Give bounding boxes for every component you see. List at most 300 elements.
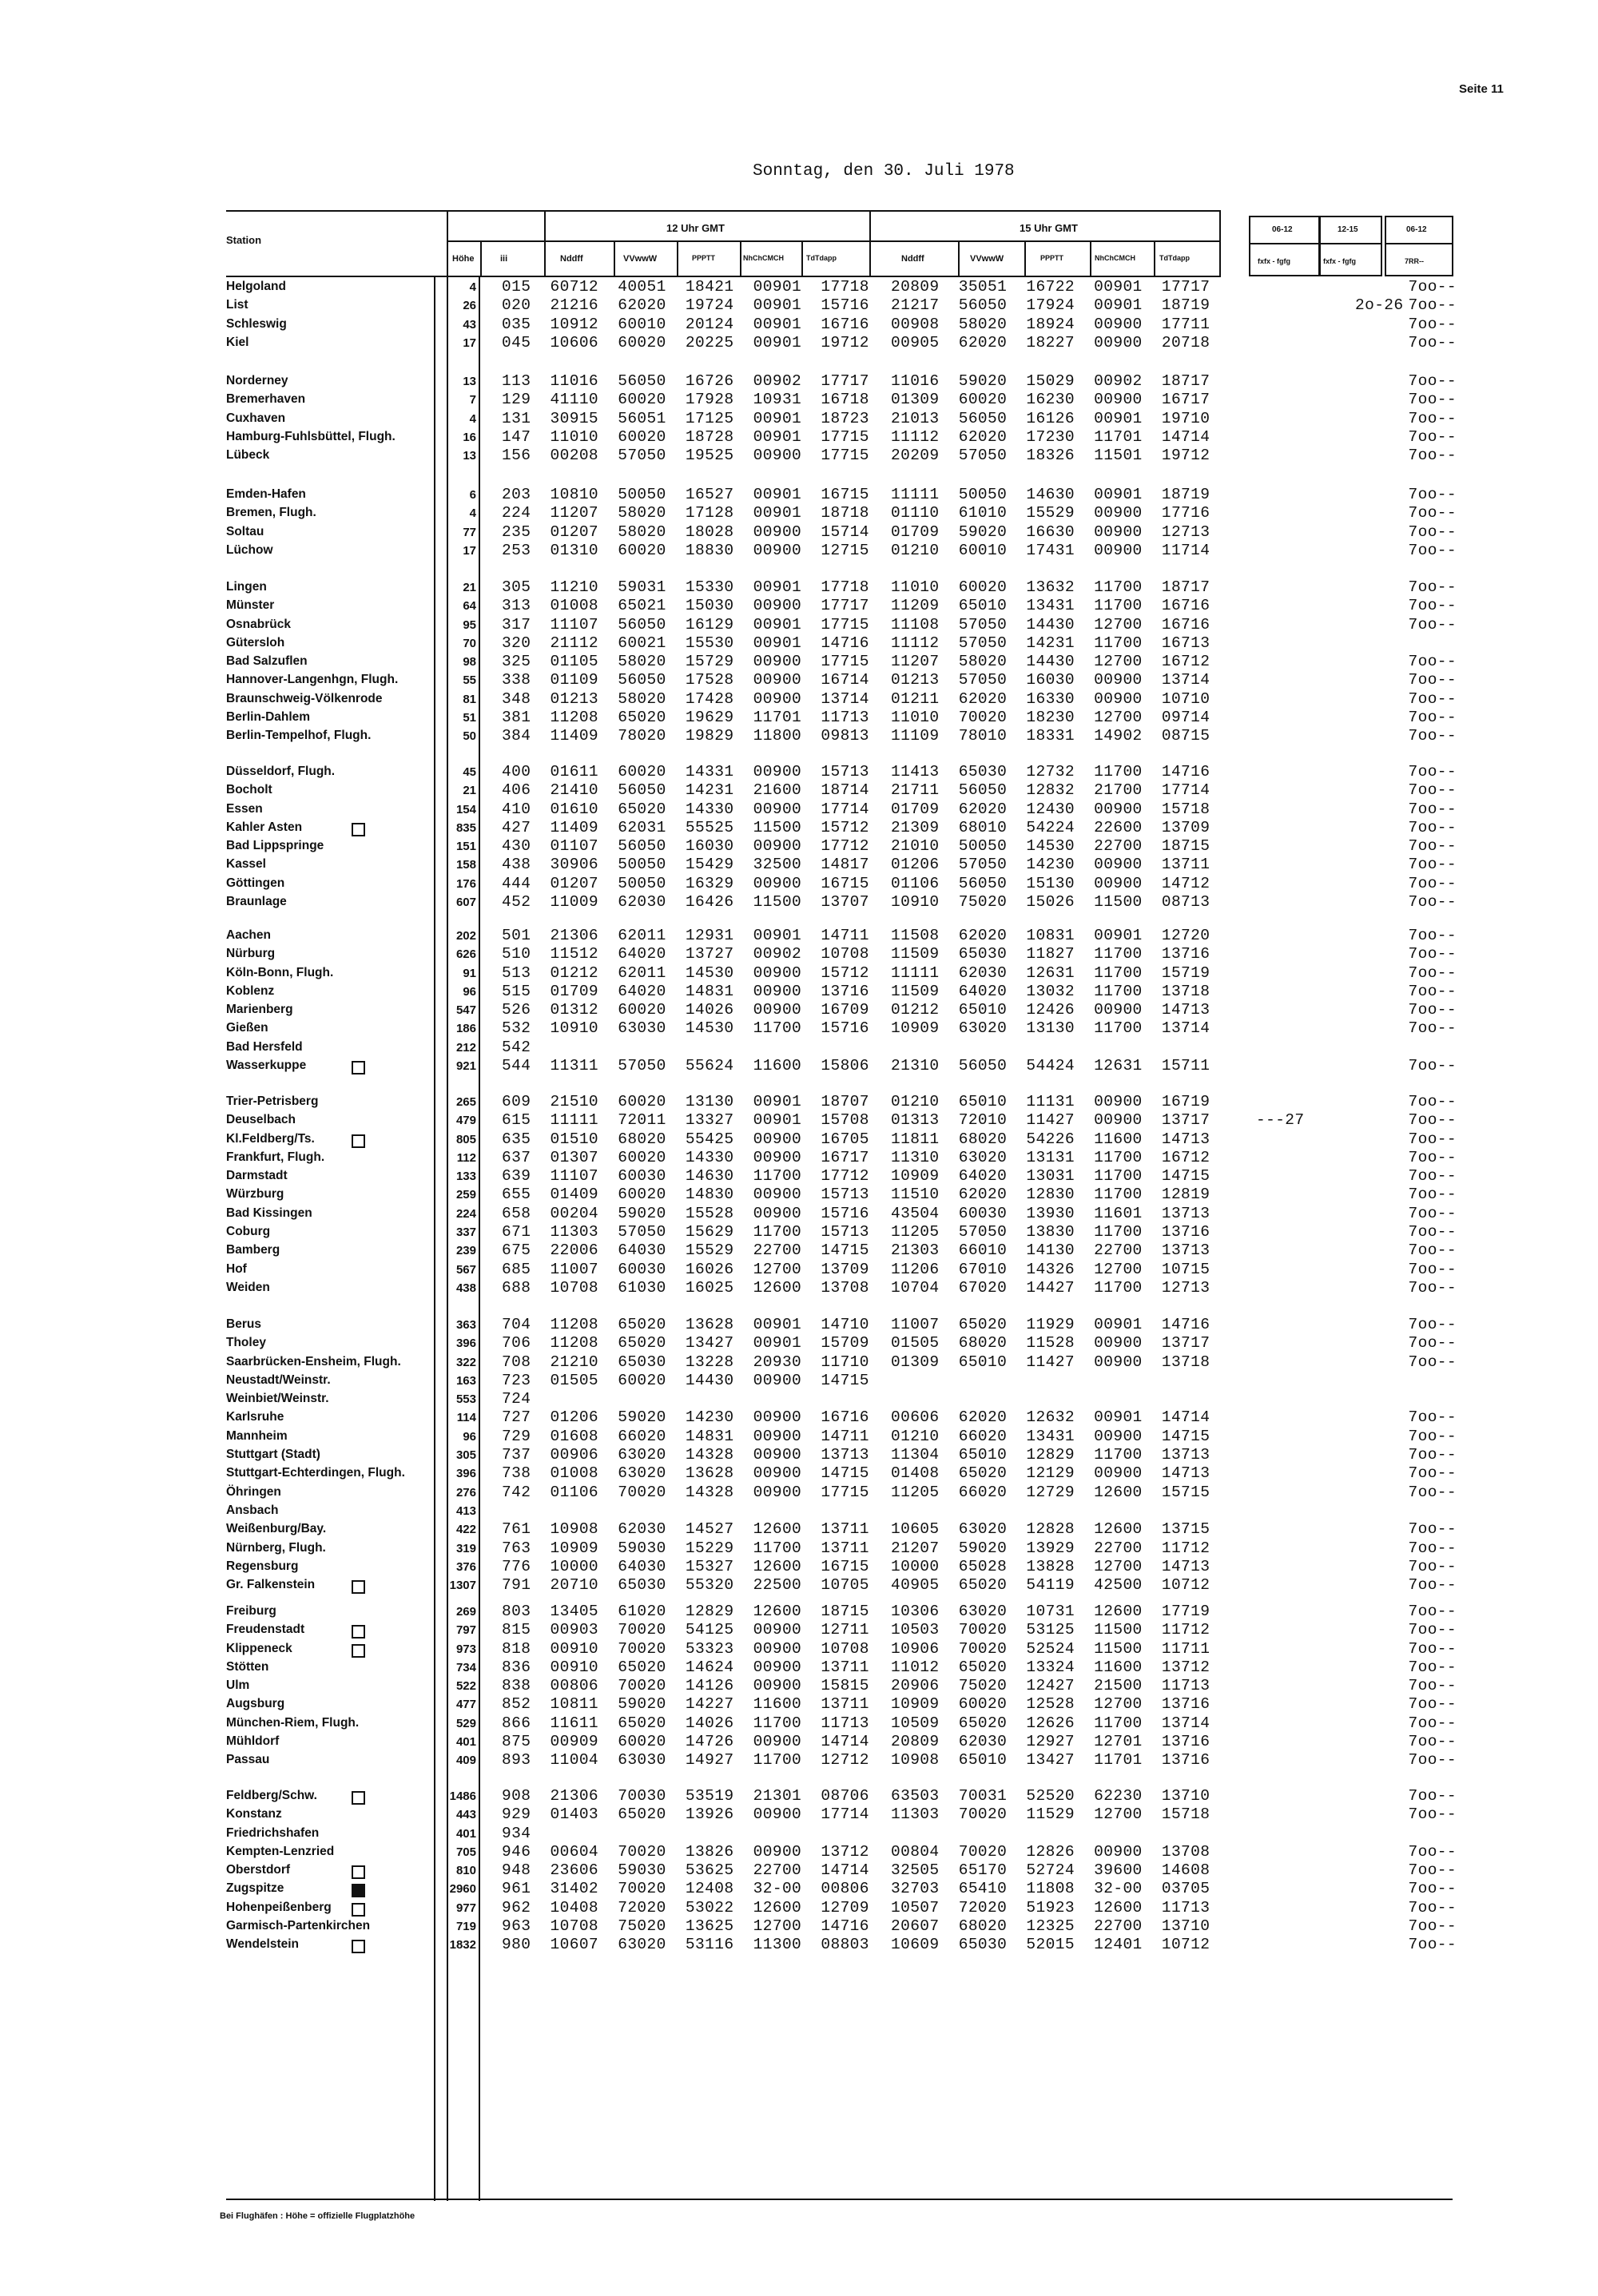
station-name: Soltau (226, 524, 264, 538)
precip-06-12: 7oo-- (1408, 837, 1457, 856)
precip-06-12: 7oo-- (1408, 1019, 1457, 1038)
station-height: 409 (455, 1754, 476, 1768)
station-height: 797 (455, 1623, 476, 1638)
precip-06-12: 7oo-- (1408, 1353, 1457, 1371)
station-name: Darmstadt (226, 1169, 288, 1183)
station-name: Weißenburg/Bay. (226, 1522, 327, 1536)
station-height: 17 (463, 336, 476, 350)
gust-06-12: ---27 (1256, 1111, 1305, 1130)
station-name: Stuttgart-Echterdingen, Flugh. (226, 1466, 405, 1480)
precip-06-12: 7oo-- (1408, 1111, 1457, 1130)
gust-12-15: 2o-26 (1355, 296, 1404, 315)
observation-12-gmt: 742 01106 70020 14328 00900 17715 (502, 1483, 869, 1501)
table-row (0, 523, 1598, 542)
station-height: 13 (463, 449, 476, 463)
station-height: 50 (463, 729, 476, 744)
observation-12-gmt: 708 21210 65030 13228 20930 11710 (502, 1353, 869, 1371)
table-row (0, 727, 1598, 745)
station-height: 479 (455, 1114, 476, 1128)
observation-15-gmt: 11109 78010 18331 14902 08715 (891, 727, 1210, 745)
station-height: 212 (455, 1040, 476, 1055)
station-height: 4 (469, 506, 476, 521)
table-row (0, 1428, 1598, 1446)
header-15-col-4: NhChCMCH (1095, 254, 1135, 262)
table-row (0, 1576, 1598, 1595)
observation-15-gmt: 11510 62020 12830 11700 12819 (891, 1186, 1210, 1204)
station-name: Norderney (226, 374, 288, 387)
table-row (0, 1899, 1598, 1917)
observation-12-gmt: 406 21410 56050 14231 21600 18714 (502, 781, 869, 800)
observation-15-gmt: 63503 70031 52520 62230 13710 (891, 1787, 1210, 1805)
table-row (0, 1205, 1598, 1223)
station-name: Kahler Asten (226, 820, 303, 834)
station-group (0, 1316, 1598, 1595)
precip-06-12: 7oo-- (1408, 486, 1457, 503)
observation-12-gmt: 410 01610 65020 14330 00900 17714 (502, 800, 869, 818)
table-row (0, 1751, 1598, 1770)
observation-15-gmt: 32505 65170 52724 39600 14608 (891, 1861, 1210, 1880)
station-name: Saarbrücken-Ensheim, Flugh. (226, 1354, 401, 1368)
header-15-col-2: VVwwW (970, 254, 1004, 264)
table-row (0, 1621, 1598, 1639)
observation-12-gmt: 639 11107 60030 14630 11700 17712 (502, 1167, 869, 1186)
precip-06-12: 7oo-- (1408, 1316, 1457, 1333)
observation-15-gmt: 10909 64020 13031 11700 14715 (891, 1167, 1210, 1186)
table-row (0, 1372, 1598, 1390)
table-row (0, 1805, 1598, 1824)
precip-06-12: 7oo-- (1408, 763, 1457, 781)
station-height: 319 (455, 1541, 476, 1555)
precip-06-12: 7oo-- (1408, 391, 1457, 409)
table-row (0, 1408, 1598, 1427)
observation-12-gmt: 671 11303 57050 15629 11700 15713 (502, 1223, 869, 1241)
station-height: 835 (455, 820, 476, 835)
station-height: 186 (455, 1022, 476, 1036)
table-row (0, 893, 1598, 912)
observation-15-gmt: 01408 65020 12129 00900 14713 (891, 1464, 1210, 1483)
observation-15-gmt: 11010 70020 18230 12700 09714 (891, 709, 1210, 727)
header-extra-1-top: 06-12 (1272, 225, 1293, 234)
station-name: Kassel (226, 857, 266, 872)
table-row (0, 671, 1598, 689)
table-row (0, 1520, 1598, 1539)
station-group (0, 578, 1598, 746)
precip-06-12: 7oo-- (1408, 1464, 1457, 1483)
precip-06-12: 7oo-- (1408, 1880, 1457, 1898)
observation-12-gmt: 113 11016 56050 16726 00902 17717 (502, 372, 869, 390)
observation-12-gmt: 203 10810 50050 16527 00901 16715 (502, 486, 869, 503)
precip-06-12: 7oo-- (1408, 333, 1457, 352)
observation-15-gmt: 10704 67020 14427 11700 12713 (891, 1278, 1210, 1297)
precip-06-12: 7oo-- (1408, 1733, 1457, 1751)
observation-15-gmt: 11111 62030 12631 11700 15719 (891, 963, 1210, 982)
station-height: 265 (455, 1095, 476, 1109)
observation-12-gmt: 962 10408 72020 53022 12600 12709 (502, 1898, 869, 1917)
observation-12-gmt: 615 11111 72011 13327 00901 15708 (502, 1111, 869, 1130)
station-name: Würzburg (226, 1187, 284, 1202)
station-height: 810 (455, 1864, 476, 1878)
observation-15-gmt: 21217 56050 17924 00901 18719 (891, 296, 1210, 315)
station-name: Feldberg/Schw. (226, 1789, 317, 1802)
precip-06-12: 7oo-- (1408, 689, 1457, 708)
header-hoehe: Höhe (452, 254, 475, 264)
station-height: 396 (455, 1337, 476, 1351)
table-row (0, 1936, 1598, 1954)
observation-15-gmt: 10306 63020 10731 12600 17719 (891, 1603, 1210, 1620)
table-row (0, 709, 1598, 727)
station-name: Nürburg (226, 947, 276, 961)
station-name: Ulm (226, 1678, 250, 1693)
station-name: Mühldorf (226, 1734, 280, 1749)
station-name: List (226, 298, 248, 312)
table-row (0, 964, 1598, 983)
station-height: 477 (455, 1698, 476, 1712)
table-row (0, 690, 1598, 709)
station-name: Deuselbach (226, 1113, 296, 1127)
table-row (0, 1714, 1598, 1733)
precip-06-12: 7oo-- (1408, 1186, 1457, 1204)
observation-15-gmt: 11509 64020 13032 11700 13718 (891, 982, 1210, 1000)
station-name: Freiburg (226, 1604, 276, 1618)
observation-15-gmt: 10910 75020 15026 11500 08713 (891, 893, 1210, 912)
observation-15-gmt: 10906 70020 52524 11500 11711 (891, 1639, 1210, 1658)
open-square-icon (352, 1644, 365, 1658)
station-height: 547 (455, 1003, 476, 1018)
station-name: Freudenstadt (226, 1623, 305, 1637)
observation-12-gmt: 235 01207 58020 18028 00900 15714 (502, 522, 869, 541)
station-height: 158 (455, 858, 476, 872)
observation-12-gmt: 035 10912 60010 20124 00901 16716 (502, 315, 869, 333)
precip-06-12: 7oo-- (1408, 963, 1457, 982)
observation-15-gmt: 10507 72020 51923 12600 11713 (891, 1898, 1210, 1917)
observation-12-gmt: 737 00906 63020 14328 00900 13713 (502, 1446, 869, 1464)
precip-06-12: 7oo-- (1408, 818, 1457, 836)
observation-15-gmt: 01106 56050 15130 00900 14712 (891, 874, 1210, 892)
station-name: Aachen (226, 928, 271, 942)
observation-12-gmt: 655 01409 60020 14830 00900 15713 (502, 1186, 869, 1204)
page-number: Seite 11 (1459, 82, 1504, 96)
station-height: 438 (455, 1281, 476, 1295)
station-group (0, 927, 1598, 1075)
precip-06-12: 7oo-- (1408, 1695, 1457, 1714)
station-height: 81 (463, 692, 476, 706)
station-height: 43 (463, 317, 476, 332)
table-row (0, 1558, 1598, 1576)
observation-15-gmt: 01309 65010 11427 00900 13718 (891, 1353, 1210, 1371)
observation-15-gmt: 10909 60020 12528 12700 13716 (891, 1695, 1210, 1714)
table-row (0, 1019, 1598, 1038)
observation-15-gmt: 11010 60020 13632 11700 18717 (891, 578, 1210, 596)
table-row (0, 1353, 1598, 1372)
table-row (0, 1149, 1598, 1167)
observation-12-gmt: 513 01212 62011 14530 00900 15712 (502, 963, 869, 982)
station-height: 626 (455, 947, 476, 962)
observation-12-gmt: 934 (502, 1824, 531, 1842)
observation-15-gmt: 11303 70020 11529 12700 15718 (891, 1805, 1210, 1824)
observation-15-gmt: 01313 72010 11427 00900 13717 (891, 1111, 1210, 1130)
station-height: 96 (463, 984, 476, 999)
open-square-icon (352, 1940, 365, 1953)
precip-06-12: 7oo-- (1408, 1842, 1457, 1861)
station-height: 973 (455, 1642, 476, 1656)
station-height: 96 (463, 1429, 476, 1444)
station-height: 1307 (449, 1579, 476, 1593)
observation-15-gmt: 10609 65030 52015 12401 10712 (891, 1936, 1210, 1954)
header-station: Station (226, 234, 262, 246)
open-square-icon (352, 1791, 365, 1805)
table-row (0, 1861, 1598, 1880)
station-height: 202 (455, 929, 476, 943)
observation-12-gmt: 452 11009 62030 16426 11500 13707 (502, 893, 869, 912)
station-height: 239 (455, 1244, 476, 1258)
station-name: Frankfurt, Flugh. (226, 1150, 325, 1164)
table-row (0, 1917, 1598, 1936)
observation-15-gmt: 01206 57050 14230 00900 13711 (891, 856, 1210, 874)
station-name: Emden-Hafen (226, 487, 306, 501)
observation-15-gmt: 11108 57050 14430 12700 16716 (891, 615, 1210, 634)
station-height: 401 (455, 1826, 476, 1841)
precip-06-12: 7oo-- (1408, 1603, 1457, 1620)
observation-15-gmt: 01309 60020 16230 00900 16717 (891, 391, 1210, 409)
station-height: 529 (455, 1716, 476, 1730)
station-group (0, 1603, 1598, 1770)
table-row (0, 763, 1598, 781)
observation-15-gmt: 10000 65028 13828 12700 14713 (891, 1557, 1210, 1575)
table-row (0, 1603, 1598, 1621)
precip-06-12: 7oo-- (1408, 278, 1457, 296)
observation-15-gmt: 01709 62020 12430 00900 15718 (891, 800, 1210, 818)
observation-15-gmt: 01210 65010 11131 00900 16719 (891, 1093, 1210, 1110)
observation-12-gmt: 427 11409 62031 55525 11500 15712 (502, 818, 869, 836)
observation-12-gmt: 532 10910 63030 14530 11700 15716 (502, 1019, 869, 1038)
observation-15-gmt: 01211 62020 16330 00900 10710 (891, 689, 1210, 708)
station-name: Weiden (226, 1280, 270, 1294)
observation-15-gmt: 01210 60010 17431 00900 11714 (891, 541, 1210, 559)
observation-12-gmt: 675 22006 64030 15529 22700 14715 (502, 1241, 869, 1260)
observation-12-gmt: 313 01008 65021 15030 00900 17717 (502, 597, 869, 615)
table-row (0, 800, 1598, 819)
observation-12-gmt: 400 01611 60020 14331 00900 15713 (502, 763, 869, 781)
observation-15-gmt: 00905 62020 18227 00900 20718 (891, 333, 1210, 352)
station-name: Helgoland (226, 280, 286, 293)
precip-06-12: 7oo-- (1408, 1751, 1457, 1770)
station-name: Göttingen (226, 876, 285, 890)
table-row (0, 578, 1598, 597)
station-height: 7 (469, 393, 476, 407)
station-name: Lüchow (226, 542, 273, 557)
observation-12-gmt: 723 01505 60020 14430 00900 14715 (502, 1371, 869, 1389)
station-name: Oberstdorf (226, 1863, 291, 1877)
station-height: 51 (463, 711, 476, 725)
station-name: Kiel (226, 335, 249, 349)
observation-15-gmt: 10503 70020 53125 11500 11712 (891, 1621, 1210, 1639)
table-row (0, 1539, 1598, 1558)
station-name: Schleswig (226, 316, 287, 331)
footnote: Bei Flughäfen : Höhe = offizielle Flugplatzhöhe (220, 2211, 415, 2221)
precip-06-12: 7oo-- (1408, 1520, 1457, 1539)
table-row (0, 1446, 1598, 1464)
station-name: Braunschweig-Völkenrode (226, 691, 383, 705)
station-name: Öhringen (226, 1484, 281, 1499)
station-name: Karlsruhe (226, 1410, 284, 1424)
station-name: Bad Lippspringe (226, 839, 324, 853)
station-height: 322 (455, 1355, 476, 1369)
observation-12-gmt: 526 01312 60020 14026 00900 16709 (502, 1001, 869, 1019)
table-row (0, 278, 1598, 296)
precip-06-12: 7oo-- (1408, 1427, 1457, 1445)
observation-15-gmt: 11509 65030 11827 11700 13716 (891, 945, 1210, 963)
table-row (0, 1130, 1598, 1149)
precip-06-12: 7oo-- (1408, 671, 1457, 689)
station-name: Düsseldorf, Flugh. (226, 765, 336, 778)
table-row (0, 1658, 1598, 1677)
observation-12-gmt: 791 20710 65030 55320 22500 10705 (502, 1576, 869, 1595)
observation-12-gmt: 320 21112 60021 15530 00901 14716 (502, 634, 869, 652)
precip-06-12: 7oo-- (1408, 1539, 1457, 1557)
header-15-col-5: TdTdapp (1159, 254, 1190, 262)
station-name: Gütersloh (226, 635, 285, 649)
precip-06-12: 7oo-- (1408, 856, 1457, 874)
precip-06-12: 7oo-- (1408, 1001, 1457, 1019)
table-row (0, 653, 1598, 671)
observation-12-gmt: 609 21510 60020 13130 00901 18707 (502, 1093, 869, 1110)
precip-06-12: 7oo-- (1408, 1093, 1457, 1110)
station-group (0, 278, 1598, 352)
observation-12-gmt: 147 11010 60020 18728 00901 17715 (502, 427, 869, 446)
header-extra-2-top: 12-15 (1338, 225, 1358, 234)
observation-12-gmt: 253 01310 60020 18830 00900 12715 (502, 541, 869, 559)
header-12-col-4: NhChCMCH (743, 254, 784, 262)
station-height: 154 (455, 802, 476, 816)
station-name: Kempten-Lenzried (226, 1844, 335, 1858)
observation-12-gmt: 635 01510 68020 55425 00900 16705 (502, 1130, 869, 1148)
table-row (0, 875, 1598, 893)
table-row (0, 781, 1598, 800)
table-row (0, 1880, 1598, 1898)
date-heading: Sonntag, den 30. Juli 1978 (753, 162, 1015, 181)
observation-12-gmt: 866 11611 65020 14026 11700 11713 (502, 1714, 869, 1732)
precip-06-12: 7oo-- (1408, 1408, 1457, 1427)
precip-06-12: 7oo-- (1408, 927, 1457, 944)
precip-06-12: 7oo-- (1408, 372, 1457, 390)
header-iii: iii (500, 254, 508, 264)
station-height: 176 (455, 876, 476, 891)
precip-06-12: 7oo-- (1408, 1278, 1457, 1297)
table-row (0, 616, 1598, 634)
precip-06-12: 7oo-- (1408, 315, 1457, 333)
station-name: Neustadt/Weinstr. (226, 1372, 331, 1387)
precip-06-12: 7oo-- (1408, 945, 1457, 963)
station-height: 422 (455, 1523, 476, 1537)
observation-15-gmt: 11508 62020 10831 00901 12720 (891, 927, 1210, 944)
header-12-col-1: Nddff (560, 254, 583, 264)
open-square-icon (352, 1903, 365, 1917)
station-name: Essen (226, 801, 263, 816)
observation-12-gmt: 704 11208 65020 13628 00901 14710 (502, 1316, 869, 1333)
station-height: 91 (463, 966, 476, 980)
precip-06-12: 7oo-- (1408, 1334, 1457, 1353)
observation-15-gmt: 21310 56050 54424 12631 15711 (891, 1057, 1210, 1075)
observation-12-gmt: 776 10000 64030 15327 12600 16715 (502, 1557, 869, 1575)
station-height: 1486 (449, 1790, 476, 1803)
observation-12-gmt: 815 00903 70020 54125 00900 12711 (502, 1621, 869, 1639)
station-name: Augsburg (226, 1697, 285, 1711)
station-name: Nürnberg, Flugh. (226, 1540, 326, 1555)
precip-06-12: 7oo-- (1408, 1130, 1457, 1148)
table-row (0, 1484, 1598, 1502)
station-height: 705 (455, 1845, 476, 1859)
observation-12-gmt: 348 01213 58020 17428 00900 13714 (502, 689, 869, 708)
observation-15-gmt: 10509 65020 12626 11700 13714 (891, 1714, 1210, 1732)
precip-06-12: 7oo-- (1408, 1204, 1457, 1222)
station-height: 114 (456, 1411, 476, 1425)
observation-15-gmt: 01110 61010 15529 00900 17716 (891, 504, 1210, 522)
station-height: 4 (469, 280, 476, 294)
observation-12-gmt: 444 01207 50050 16329 00900 16715 (502, 874, 869, 892)
observation-15-gmt: 01709 59020 16630 00900 12713 (891, 522, 1210, 541)
station-group (0, 372, 1598, 465)
precip-06-12: 7oo-- (1408, 504, 1457, 522)
station-name: Klippeneck (226, 1641, 292, 1655)
station-name: Trier-Petrisberg (226, 1094, 319, 1108)
precip-06-12: 7oo-- (1408, 1658, 1457, 1676)
table-row (0, 1334, 1598, 1353)
station-name: München-Riem, Flugh. (226, 1715, 360, 1730)
observation-15-gmt: 11207 58020 14430 12700 16712 (891, 653, 1210, 671)
header-12-col-5: TdTdapp (806, 254, 837, 262)
observation-12-gmt: 129 41110 60020 17928 10931 16718 (502, 391, 869, 409)
table-row (0, 1390, 1598, 1408)
table-row (0, 1001, 1598, 1019)
precip-06-12: 7oo-- (1408, 1057, 1457, 1075)
station-height: 305 (455, 1448, 476, 1463)
observation-12-gmt: 384 11409 78020 19829 11800 09813 (502, 727, 869, 745)
station-name: Wasserkuppe (226, 1059, 307, 1073)
observation-15-gmt: 11310 63020 13131 11700 16712 (891, 1148, 1210, 1166)
observation-12-gmt: 818 00910 70020 53323 00900 10708 (502, 1639, 869, 1658)
observation-12-gmt: 727 01206 59020 14230 00900 16716 (502, 1408, 869, 1427)
station-height: 363 (455, 1318, 476, 1332)
observation-12-gmt: 929 01403 65020 13926 00900 17714 (502, 1805, 869, 1824)
observation-15-gmt: 21309 68010 54224 22600 13709 (891, 818, 1210, 836)
station-name: Garmisch-Partenkirchen (226, 1919, 371, 1933)
observation-12-gmt: 852 10811 59020 14227 11600 13711 (502, 1695, 869, 1714)
table-row (0, 1316, 1598, 1334)
station-height: 567 (455, 1262, 476, 1277)
station-name: Kl.Feldberg/Ts. (226, 1131, 315, 1146)
station-name: Köln-Bonn, Flugh. (226, 965, 334, 979)
table-row (0, 856, 1598, 874)
station-name: Stuttgart (Stadt) (226, 1448, 320, 1462)
station-name: Passau (226, 1753, 270, 1767)
station-name: Berlin-Dahlem (226, 710, 311, 725)
observation-15-gmt: 20209 57050 18326 11501 19712 (891, 447, 1210, 465)
precip-06-12: 7oo-- (1408, 727, 1457, 745)
station-name: Bremerhaven (226, 392, 306, 407)
observation-12-gmt: 544 11311 57050 55624 11600 15806 (502, 1057, 869, 1075)
station-height: 2960 (449, 1882, 476, 1897)
station-name: Zugspitze (226, 1881, 284, 1896)
observation-15-gmt: 01210 66020 13431 00900 14715 (891, 1427, 1210, 1445)
station-name: Hannover-Langenhgn, Flugh. (226, 673, 399, 687)
observation-12-gmt: 305 11210 59031 15330 00901 17718 (502, 578, 869, 596)
station-height: 55 (463, 673, 476, 688)
precip-06-12: 7oo-- (1408, 1483, 1457, 1501)
station-name: Regensburg (226, 1559, 299, 1573)
table-row (0, 486, 1598, 504)
precip-06-12: 7oo-- (1408, 522, 1457, 541)
open-square-icon (352, 1134, 365, 1148)
